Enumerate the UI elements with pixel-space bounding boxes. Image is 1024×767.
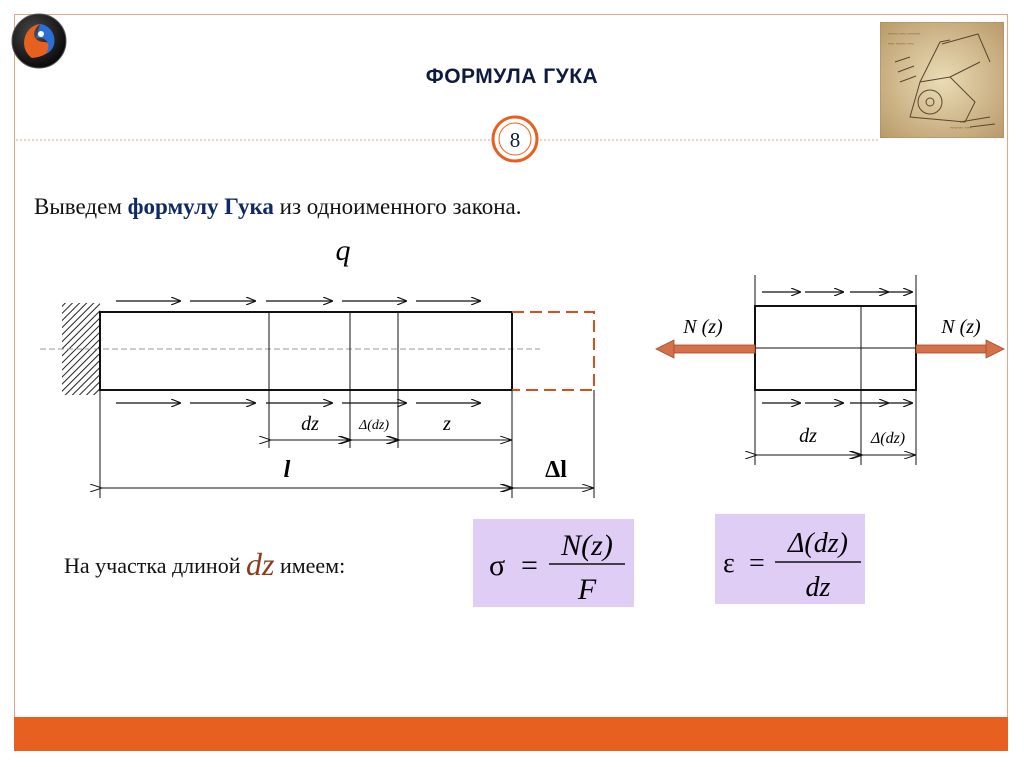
force-arrow-right [916, 340, 1004, 358]
bar-diagram [0, 230, 620, 515]
sigma-symbol: σ [489, 549, 506, 582]
bar-body [100, 312, 512, 390]
formula-epsilon [715, 514, 865, 604]
label-force-right: N (z) [941, 316, 981, 338]
label-dz: dz [301, 413, 319, 435]
slide-title: ФОРМУЛА ГУКА [425, 65, 599, 88]
formula-sigma [473, 519, 634, 607]
element-label-delta-dz: Δ(dz) [870, 430, 906, 447]
svg-text:~~~~ ~~: ~~~~ ~~ [950, 126, 971, 132]
load-label-q: q [335, 234, 351, 267]
element-label-dz: dz [799, 425, 817, 447]
intro-text: Выведем формулу Гука из одноименного закона. [34, 194, 522, 219]
svg-text:~~~ ~~ ~~~~: ~~~ ~~ ~~~~ [888, 32, 921, 38]
epsilon-denominator: dz [805, 572, 831, 603]
force-arrow-left [656, 340, 755, 358]
label-force-left: N (z) [683, 316, 723, 338]
epsilon-equals: = [749, 548, 765, 579]
header-divider [0, 0, 1024, 180]
statement-text: На участка длиной dz имеем: [64, 546, 346, 582]
elongation-outline [512, 312, 594, 390]
svg-text:~~ ~~~ ~~: ~~ ~~~ ~~ [888, 42, 914, 48]
label-z: z [443, 413, 451, 435]
statement-dz: dz [245, 546, 275, 582]
label-delta-dz: Δ(dz) [359, 418, 389, 433]
sigma-denominator: F [577, 573, 597, 606]
footer-bar [14, 717, 1008, 751]
label-delta-l: Δl [545, 457, 567, 483]
sigma-numerator: N(z) [561, 529, 613, 562]
epsilon-numerator: Δ(dz) [788, 528, 848, 559]
label-l: l [283, 457, 291, 483]
slide-number: 8 [509, 128, 521, 152]
element-diagram [640, 265, 1010, 470]
epsilon-symbol: ε [723, 548, 735, 579]
sigma-equals: = [521, 549, 538, 582]
